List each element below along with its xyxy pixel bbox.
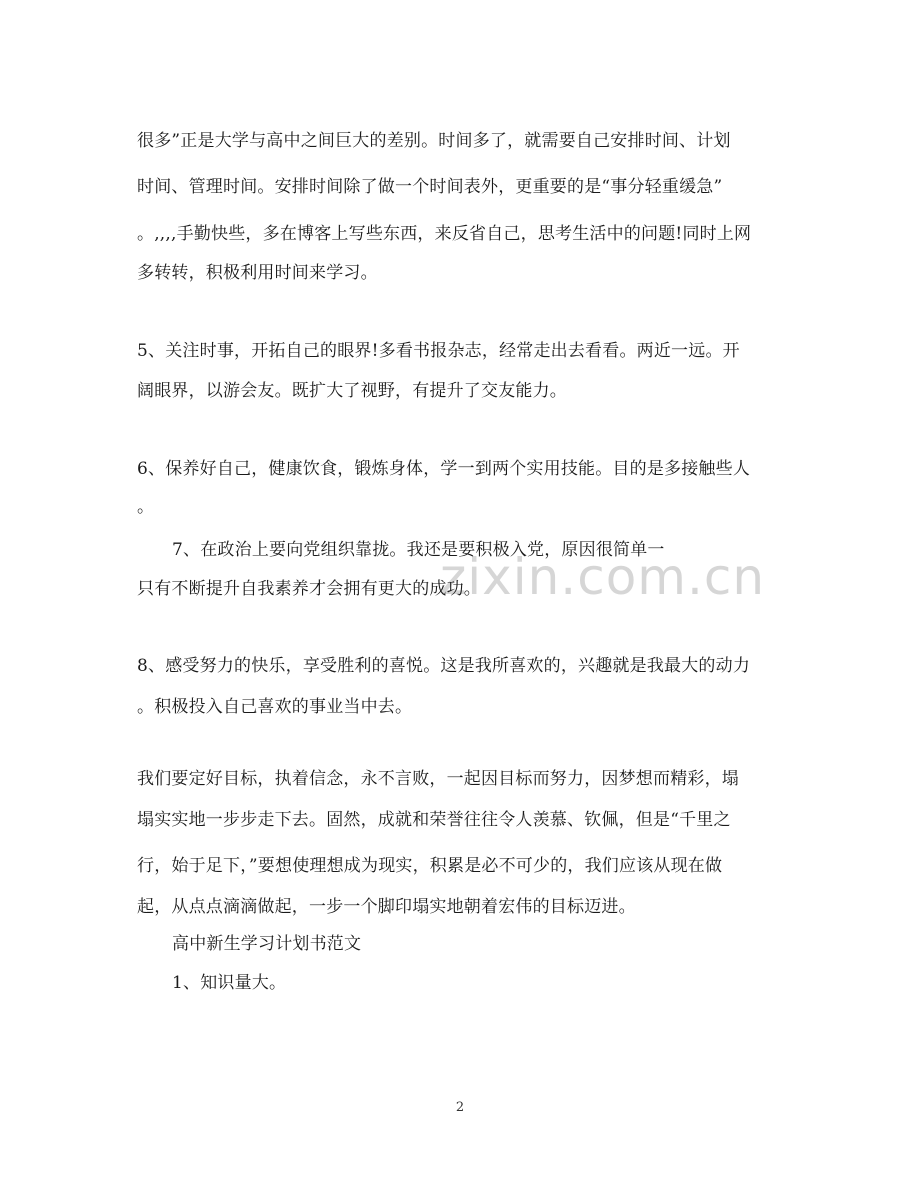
paragraph-line: 只有不断提升自我素养才会拥有更大的成功。 (137, 579, 481, 599)
paragraph-line: 7、在政治上要向党组织靠拢。我还是要积极入党，原因很简单一 (172, 540, 665, 560)
paragraph-line: 。 (137, 497, 155, 517)
paragraph-line: 我们要定好目标，执着信念，永不言败，一起因目标而努力，因梦想而精彩，塌 (137, 769, 739, 789)
page-number: 2 (455, 1100, 465, 1115)
paragraph-line: 塌实实地一步步走下去。固然，成就和荣誉往往令人羡慕、钦佩，但是“千里之 (137, 810, 731, 830)
paragraph-line: 行，始于足下，”要想使理想成为现实，积累是必不可少的，我们应该从现在做 (137, 856, 723, 876)
paragraph-line: 6、保养好自己，健康饮食，锻炼身体，学一到两个实用技能。目的是多接触些人 (137, 459, 751, 479)
paragraph-line: 多转转，积极利用时间来学习。 (137, 263, 378, 283)
paragraph-line: 阔眼界，以游会友。既扩大了视野，有提升了交友能力。 (137, 381, 567, 401)
watermark-text: zixin.com.cn (440, 548, 766, 606)
paragraph-line: 时间、管理时间。安排时间除了做一个时间表外，更重要的是“事分轻重缓急” (137, 177, 723, 197)
paragraph-line: 5、关注时事，开拓自己的眼界!多看书报杂志，经常走出去看看。两近一远。开 (137, 341, 740, 361)
paragraph-line: 。积极投入自己喜欢的事业当中去。 (137, 697, 413, 717)
paragraph-line: 。,,,,手勤快些，多在博客上写些东西，来反省自己，思考生活中的问题!同时上网 (137, 224, 752, 244)
paragraph-line: 8、感受努力的快乐，享受胜利的喜悦。这是我所喜欢的，兴趣就是我最大的动力 (137, 656, 751, 676)
section-heading: 高中新生学习计划书范文 (172, 934, 362, 954)
paragraph-line: 很多”正是大学与高中之间巨大的差别。时间多了，就需要自己安排时间、计划 (137, 131, 731, 151)
list-item: 1、知识量大。 (172, 973, 287, 993)
paragraph-line: 起，从点点滴滴做起，一步一个脚印塌实地朝着宏伟的目标迈进。 (137, 897, 636, 917)
